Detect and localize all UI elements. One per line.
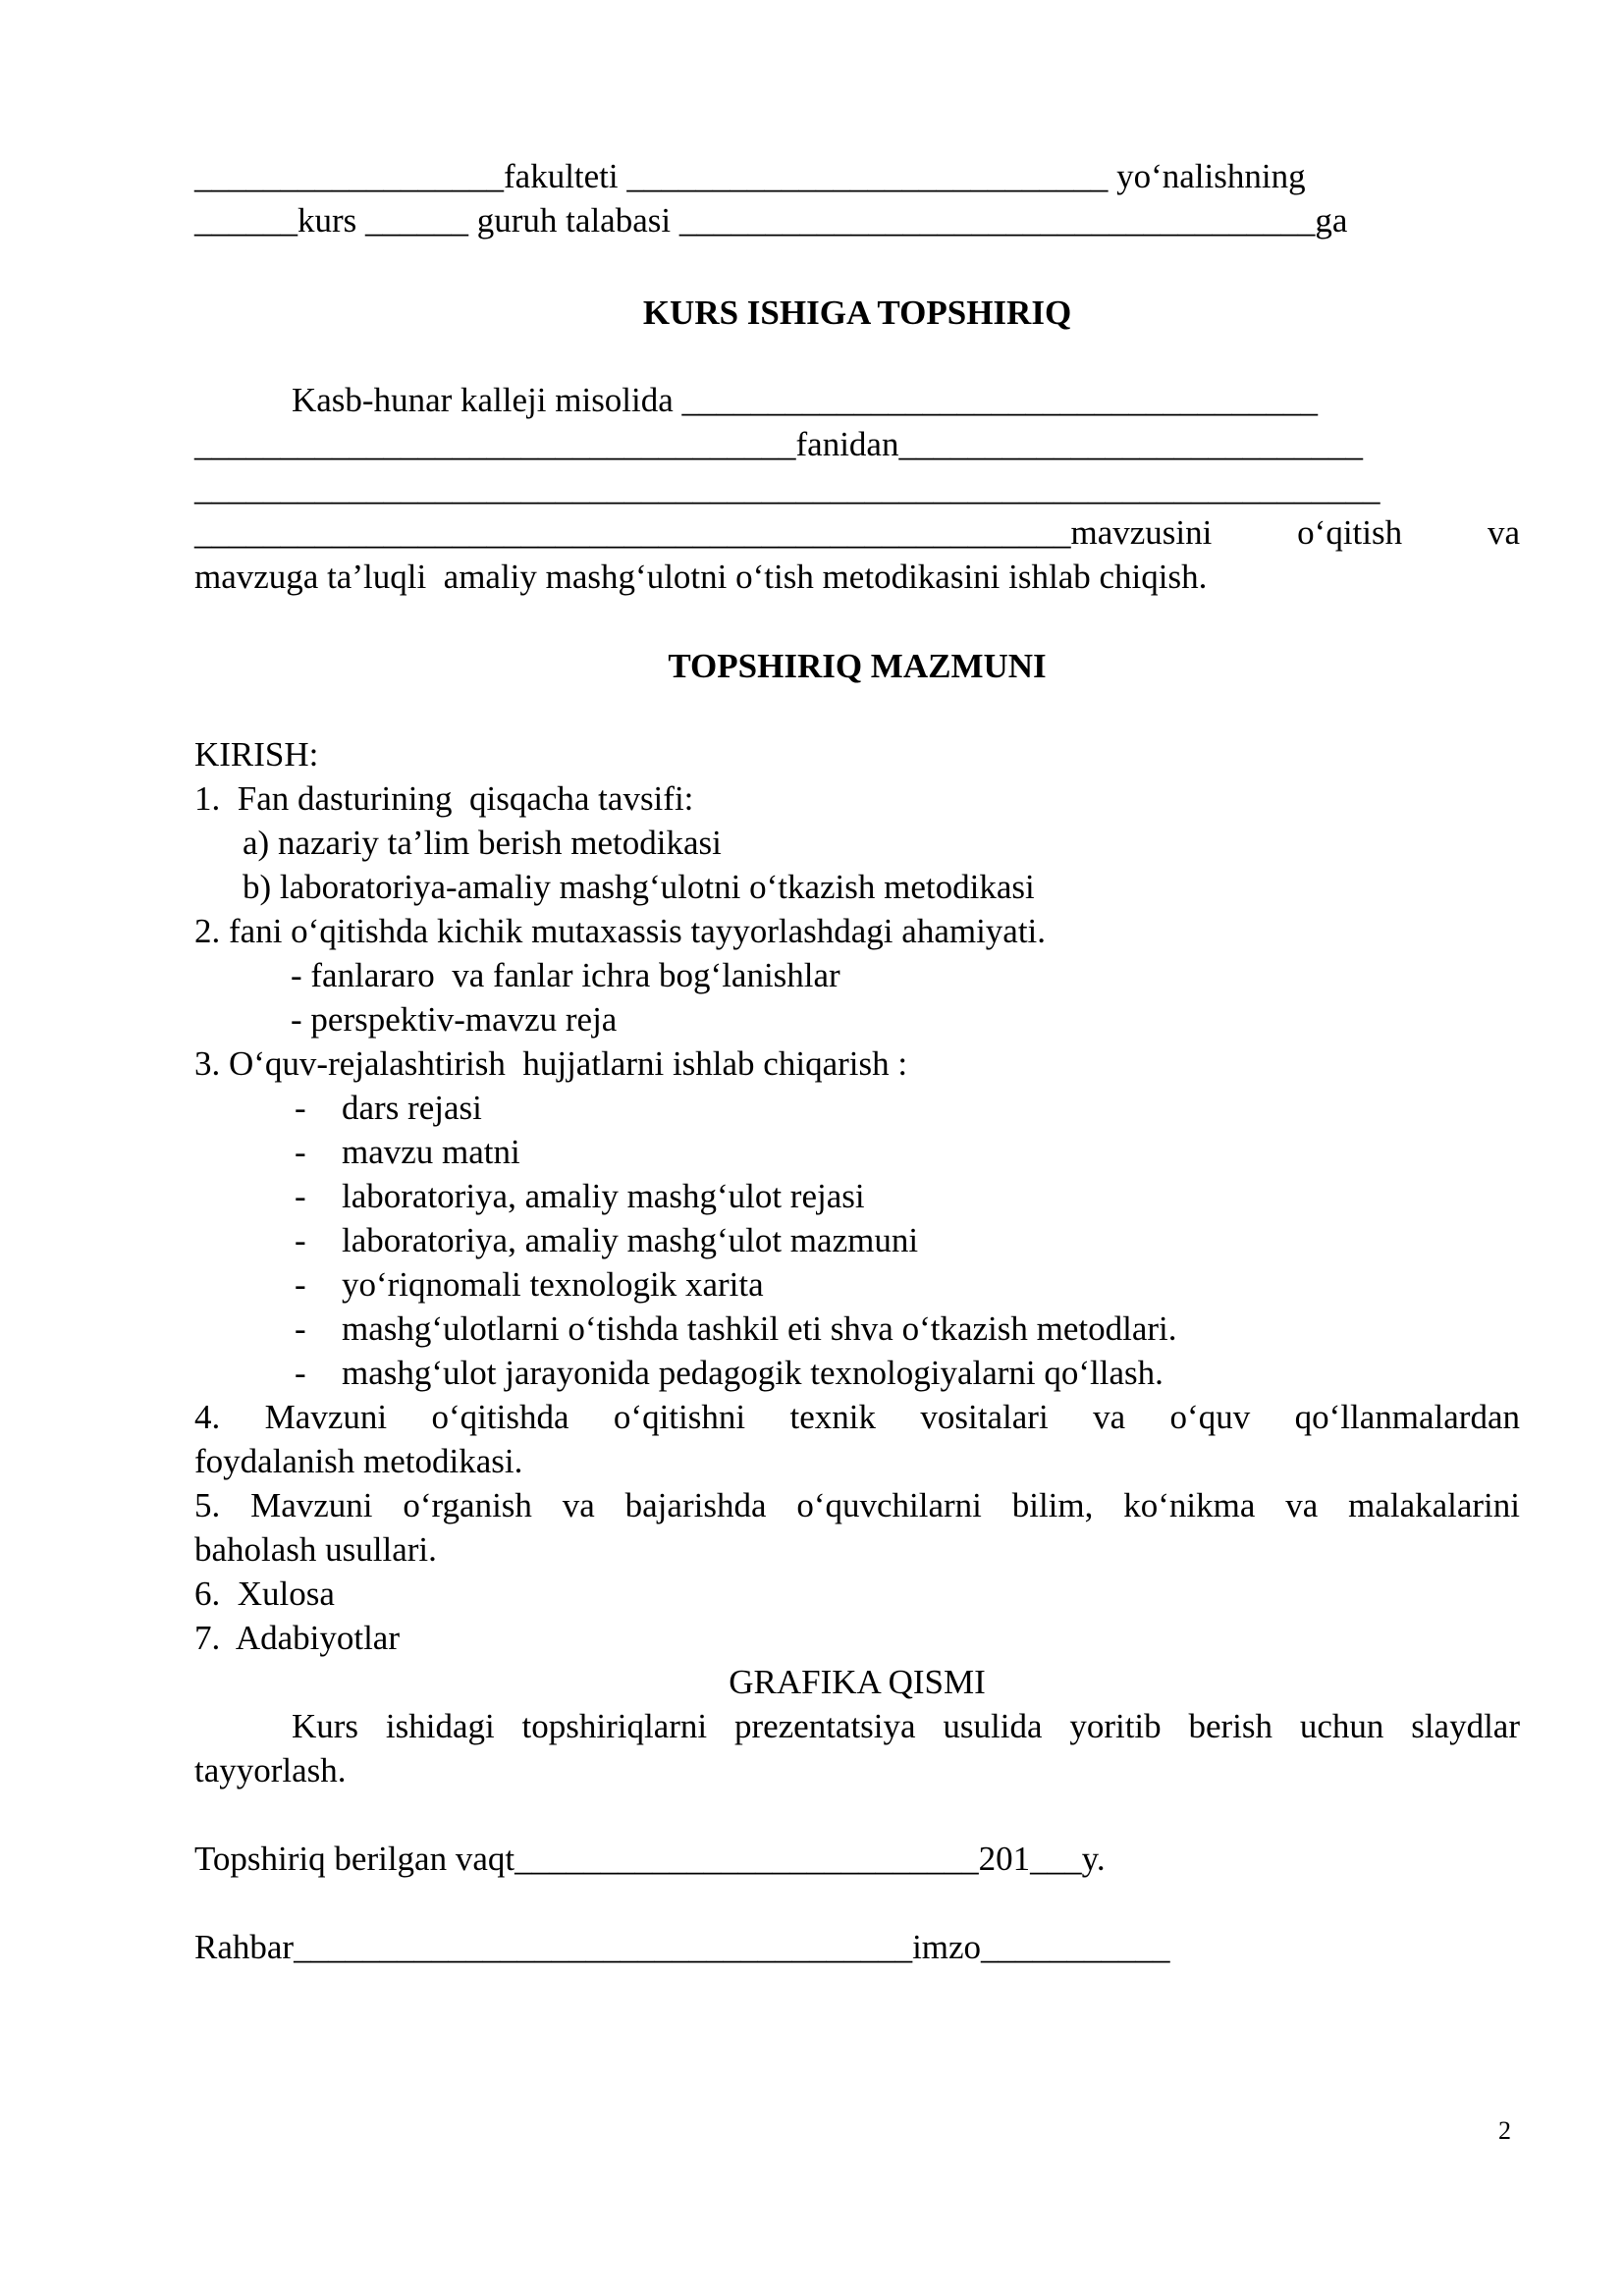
list-bullet: - xyxy=(295,1309,306,1348)
assignment-line-5: mavzuga ta’luqli amaliy mashg‘ulotni o‘tish metodikasini ishlab chiqish. xyxy=(194,558,1208,596)
assignment-line-1: Kasb-hunar kalleji misolida _____________________________________ xyxy=(292,381,1319,419)
list-bullet: - xyxy=(295,1221,306,1259)
list-bullet: - xyxy=(295,1133,306,1171)
outline-item-1a: a) nazariy ta’lim berish metodikasi xyxy=(243,824,722,862)
list-item: laboratoriya, amaliy mashg‘ulot mazmuni xyxy=(342,1221,919,1259)
grafika-line-2: tayyorlash. xyxy=(194,1751,347,1789)
outline-item-4-line-2: foydalanish metodikasi. xyxy=(194,1442,523,1480)
grafika-title: GRAFIKA QISMI xyxy=(729,1663,986,1701)
list-bullet: - xyxy=(295,1265,306,1304)
page-title: KURS ISHIGA TOPSHIRIQ xyxy=(642,294,1072,332)
list-item: yo‘riqnomali texnologik xarita xyxy=(342,1265,764,1304)
assignment-line-4: ___________________________________________________mavzusini o‘qitish va xyxy=(194,513,1520,552)
content-title: TOPSHIRIQ MAZMUNI xyxy=(668,647,1047,685)
list-bullet: - xyxy=(295,1089,306,1127)
list-item: laboratoriya, amaliy mashg‘ulot rejasi xyxy=(342,1177,865,1215)
outline-item-4-line-1: 4. Mavzuni o‘qitishda o‘qitishni texnik vositalari va o‘quv qo‘llanmalardan xyxy=(194,1398,1520,1436)
page-number: 2 xyxy=(1498,2116,1511,2145)
outline-item-2b: - perspektiv-mavzu reja xyxy=(291,1000,618,1039)
faculty-line: __________________fakulteti ____________________________ yo‘nalishning xyxy=(194,157,1306,195)
assignment-line-3: _____________________________________________________________________ xyxy=(194,469,1380,507)
list-bullet: - xyxy=(295,1177,306,1215)
outline-item-2a: - fanlararo va fanlar ichra bog‘lanishlar xyxy=(291,956,840,994)
list-item: mavzu matni xyxy=(342,1133,520,1171)
list-item: dars rejasi xyxy=(342,1089,482,1127)
outline-item-5-line-2: baholash usullari. xyxy=(194,1530,437,1569)
date-line: Topshiriq berilgan vaqt___________________________201___y. xyxy=(194,1840,1106,1878)
signature-line: Rahbar____________________________________imzo___________ xyxy=(194,1928,1170,1966)
outline-item-6: 6. Xulosa xyxy=(194,1575,335,1613)
list-item: mashg‘ulotlarni o‘tishda tashkil eti shva o‘tkazish metodlari. xyxy=(342,1309,1177,1348)
outline-item-5-line-1: 5. Mavzuni o‘rganish va bajarishda o‘quvchilarni bilim, ko‘nikma va malakalarini xyxy=(194,1486,1520,1524)
grafika-line-1: Kurs ishidagi topshiriqlarni prezentatsiya usulida yoritib berish uchun slaydlar xyxy=(292,1707,1520,1745)
outline-item-1: 1. Fan dasturining qisqacha tavsifi: xyxy=(194,779,694,818)
assignment-line-2: ___________________________________fanidan___________________________ xyxy=(194,425,1363,463)
outline-item-1b: b) laboratoriya-amaliy mashg‘ulotni o‘tkazish metodikasi xyxy=(243,868,1035,906)
outline-item-3: 3. O‘quv-rejalashtirish hujjatlarni ishlab chiqarish : xyxy=(194,1044,908,1083)
student-line: ______kurs ______ guruh talabasi _____________________________________ga xyxy=(194,201,1348,240)
list-bullet: - xyxy=(295,1354,306,1392)
list-item: mashg‘ulot jarayonida pedagogik texnologiyalarni qo‘llash. xyxy=(342,1354,1164,1392)
intro-heading: KIRISH: xyxy=(194,735,319,774)
outline-item-2: 2. fani o‘qitishda kichik mutaxassis tayyorlashdagi ahamiyati. xyxy=(194,912,1047,950)
outline-item-7: 7. Adabiyotlar xyxy=(194,1619,400,1657)
